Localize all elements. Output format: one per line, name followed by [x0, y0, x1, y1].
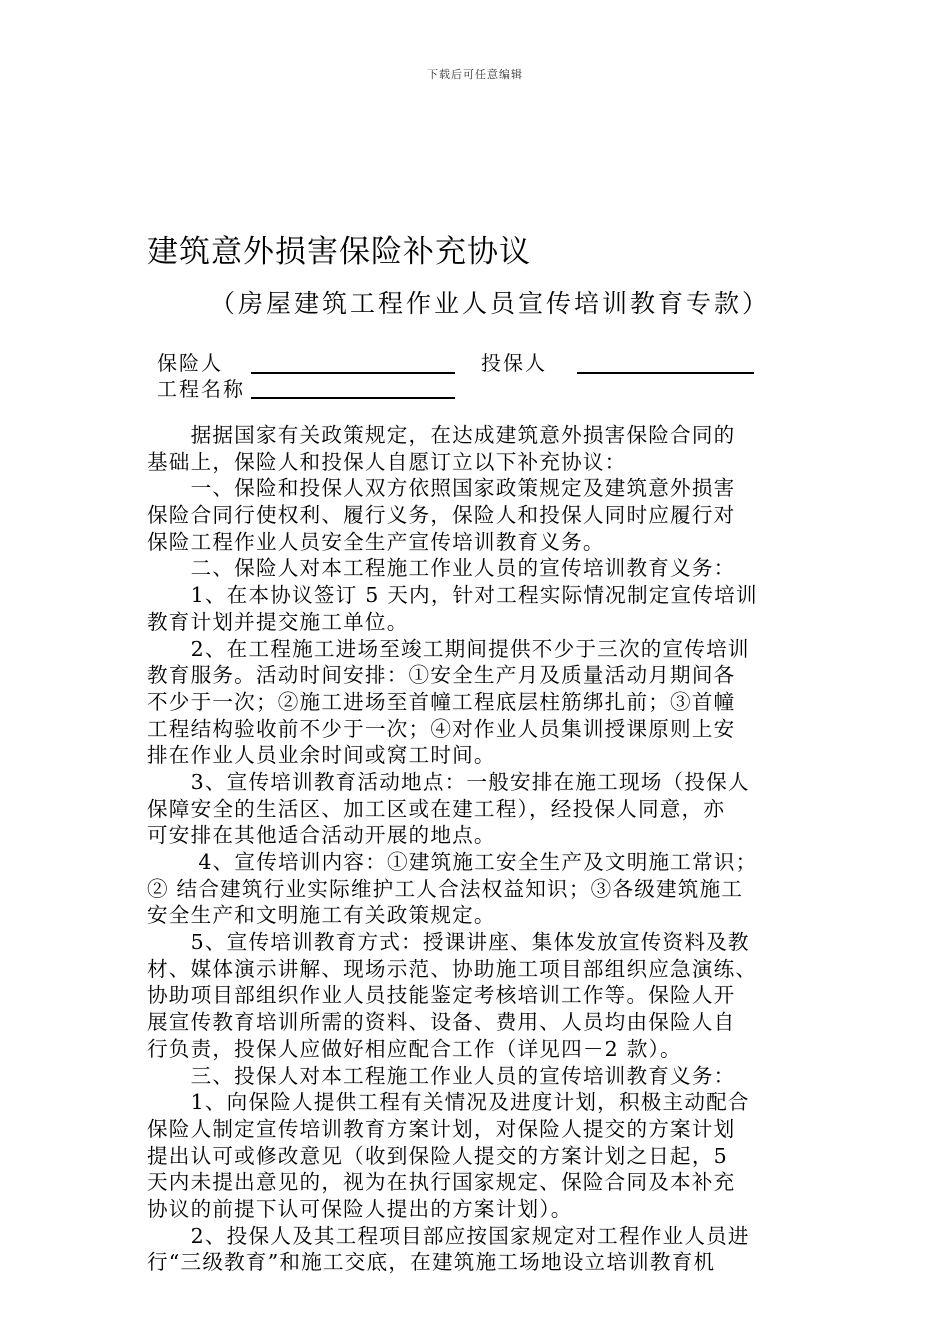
body-line: 基础上，保险人和投保人自愿订立以下补充协议： — [147, 449, 627, 474]
header-note: 下载后可任意编辑 — [427, 68, 523, 81]
body-line: 据据国家有关政策规定，在达成建筑意外损害保险合同的 — [147, 423, 736, 447]
project-name-label: 工程名称 — [157, 377, 245, 401]
body-line: 安全生产和文明施工有关政策规定。 — [147, 903, 496, 928]
body-line: 不少于一次；②施工进场至首幢工程底层柱筋绑扎前；③首幢 — [147, 689, 736, 714]
project-name-blank-line[interactable] — [251, 397, 455, 399]
body-line: 天内未提出意见的，视为在执行国家规定、保险合同及本补充 — [147, 1170, 736, 1195]
body-line: 材、媒体演示讲解、现场示范、协助施工项目部组织应急演练、 — [147, 956, 758, 981]
body-line: 协议的前提下认可保险人提出的方案计划）。 — [147, 1196, 573, 1221]
document-subtitle: （房屋建筑工程作业人员宣传培训教育专款） — [210, 289, 771, 318]
policyholder-blank-line[interactable] — [577, 372, 754, 374]
body-line: 一、保险和投保人双方依照国家政策规定及建筑意外损害 — [147, 476, 736, 501]
insurer-blank-line[interactable] — [251, 372, 455, 374]
body-line: 4、宣传培训内容：①建筑施工安全生产及文明施工常识； — [147, 850, 758, 874]
body-line: 行“三级教育”和施工交底，在建筑施工场地设立培训教育机 — [147, 1250, 716, 1275]
body-line: 协助项目部组织作业人员技能鉴定考核培训工作等。保险人开 — [147, 983, 736, 1008]
body-line: 保险合同行使权利、履行义务，保险人和投保人同时应履行对 — [147, 503, 736, 528]
body-line: 三、投保人对本工程施工作业人员的宣传培训教育义务： — [147, 1063, 736, 1088]
body-line: 保险人制定宣传培训教育方案计划，对保险人提交的方案计划 — [147, 1116, 736, 1141]
body-line: 1、在本协议签订 5 天内，针对工程实际情况制定宣传培训 — [147, 583, 758, 608]
body-line: 保障安全的生活区、加工区或在建工程），经投保人同意，亦 — [147, 796, 726, 821]
body-line: 5、宣传培训教育方式：授课讲座、集体发放宣传资料及教 — [147, 930, 750, 955]
agreement-body — [147, 422, 807, 1276]
body-line: 教育计划并提交施工单位。 — [147, 609, 409, 634]
body-line: 3、宣传培训教育活动地点：一般安排在施工现场（投保人 — [147, 769, 750, 794]
body-line: 提出认可或修改意见（收到保险人提交的方案计划之日起，5 — [147, 1143, 728, 1168]
body-line: 教育服务。活动时间安排：①安全生产月及质量活动月期间各 — [147, 663, 736, 688]
body-line: 二、保险人对本工程施工作业人员的宣传培训教育义务： — [147, 556, 736, 581]
document-title: 建筑意外损害保险补充协议 — [147, 234, 531, 270]
body-line: 1、向保险人提供工程有关情况及进度计划，积极主动配合 — [147, 1090, 750, 1115]
body-line: 工程结构验收前不少于一次；④对作业人员集训授课原则上安 — [147, 716, 736, 741]
body-line: 展宣传教育培训所需的资料、设备、费用、人员均由保险人自 — [147, 1010, 736, 1035]
body-line: 保险工程作业人员安全生产宣传培训教育义务。 — [147, 529, 605, 554]
body-line: ② 结合建筑行业实际维护工人合法权益知识；③各级建筑施工 — [147, 876, 744, 901]
body-line: 2、在工程施工进场至竣工期间提供不少于三次的宣传培训 — [147, 636, 750, 661]
insurer-label: 保险人 — [157, 351, 223, 375]
body-line: 2、投保人及其工程项目部应按国家规定对工程作业人员进 — [147, 1223, 750, 1248]
body-line: 行负责，投保人应做好相应配合工作（详见四－2 款）。 — [147, 1036, 682, 1061]
body-line: 可安排在其他适合活动开展的地点。 — [147, 823, 496, 848]
body-line: 排在作业人员业余时间或窝工时间。 — [147, 743, 496, 768]
policyholder-label: 投保人 — [481, 351, 547, 375]
